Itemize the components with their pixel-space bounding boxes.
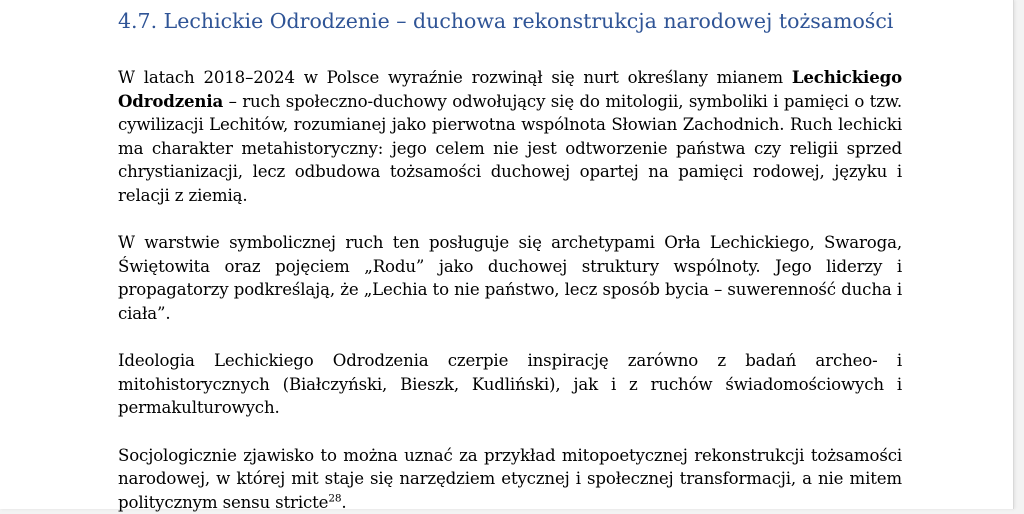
footnote-reference[interactable]: 28 [328,492,341,504]
section-heading: 4.7. Lechickie Odrodzenie – duchowa rekonstrukcja narodowej tożsamości [118,6,902,36]
paragraph-1-intro: W latach 2018–2024 w Polsce wyraźnie rozwinął się nurt określany mianem [118,68,792,87]
paragraph-1-bold-term: Lechickiego Odrodzenia [118,67,902,111]
paragraph-4-body: Socjologicznie zjawisko to można uznać za przykład mitopoetycznej rekonstrukcji tożsamości narodowej, w której mit staje się narzędziem etycznej i społecznej transformacji, a nie mitem politycznym sensu stricte [118,446,902,512]
paragraph-1 [118,66,902,207]
paragraph-4 [118,444,902,514]
document-content [118,6,902,514]
paragraph-2: W warstwie symbolicznej ruch ten posługuje się archetypami Orła Lechickiego, Swaroga, Świętowita oraz pojęciem „Rodu” jako duchowej struktury wspólnoty. Jego liderzy i propagatorzy podkreślają, że „Lechia to nie państwo, lecz sposób bycia – suwerenność ducha i ciała”. [118,231,902,325]
paragraph-3: Ideologia Lechickiego Odrodzenia czerpie inspirację zarówno z badań archeo- i mitohistorycznych (Białczyński, Bieszk, Kudliński), jak i z ruchów świadomościowych i permakulturowych. [118,349,902,420]
paragraph-1-body: – ruch społeczno-duchowy odwołujący się do mitologii, symboliki i pamięci o tzw. cywilizacji Lechitów, rozumianej jako pierwotna wspólnota Słowian Zachodnich. Ruch lechicki ma charakter metahistoryczny: jego celem nie jest odtworzenie państwa czy religii sprzed chrystianizacji, lecz odbudowa tożsamości duchowej opartej na pamięci rodowej, języku i relacji z ziemią. [118,92,902,205]
paragraph-4-end: . [341,493,346,512]
